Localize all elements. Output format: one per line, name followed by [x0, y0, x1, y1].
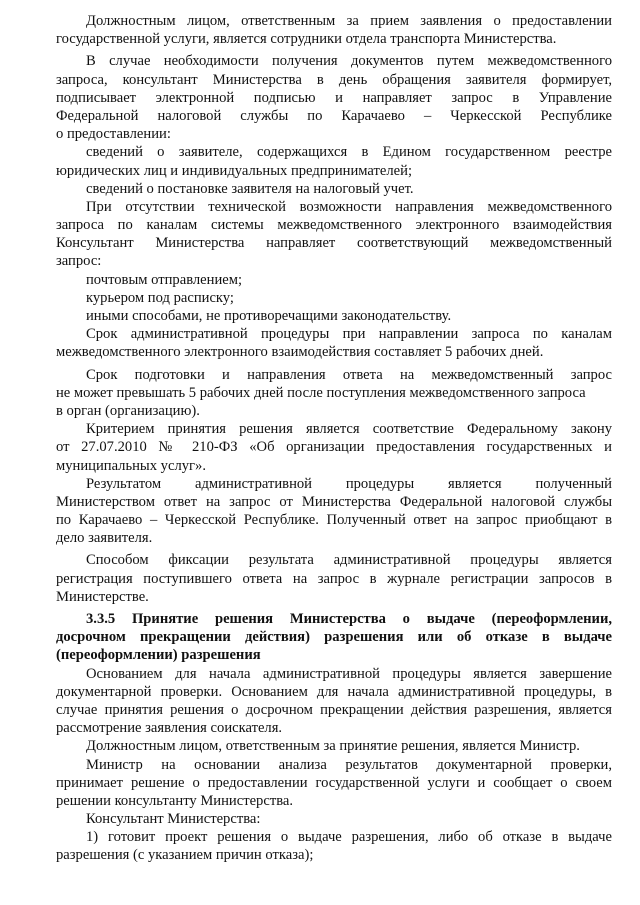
paragraph-line: Способом фиксации результата административной процедуры является — [86, 552, 612, 569]
paragraph-line: в орган (организацию). — [56, 402, 200, 419]
paragraph-line: случае принятия решения о досрочном прекращении действия разрешения, является — [56, 701, 612, 718]
paragraph-line: дело заявителя. — [56, 530, 153, 547]
paragraph-line: запроса, консультант Министерства в день обращения заявителя формирует, — [56, 71, 612, 88]
section-heading: досрочном прекращении действия) разрешения или об отказе в выдаче — [56, 629, 612, 646]
paragraph-line: муниципальных услуг». — [56, 457, 206, 474]
paragraph-line: запрос: — [56, 253, 102, 270]
paragraph-line: В случае необходимости получения документов путем межведомственного — [86, 53, 612, 70]
paragraph-line: решении консультанту Министерства. — [56, 792, 294, 809]
paragraph-line: о предоставлении: — [56, 126, 171, 143]
paragraph-line: сведений о постановке заявителя на налоговый учет. — [86, 180, 414, 197]
paragraph-line: рассмотрение заявления соискателя. — [56, 720, 283, 737]
paragraph-line: регистрация поступившего ответа на запрос в журнале регистрации запросов в — [56, 570, 612, 587]
section-heading: (переоформлении) разрешения — [56, 647, 261, 664]
list-item: почтовым отправлением; — [86, 271, 243, 288]
document-page — [56, 12, 612, 865]
paragraph-line: от 27.07.2010 № 210-ФЗ «Об организации предоставления государственных и — [56, 439, 612, 456]
list-item: разрешения (с указанием причин отказа); — [56, 847, 314, 864]
paragraph-line: государственной услуги, является сотрудники отдела транспорта Министерства. — [56, 31, 557, 48]
paragraph-line: не может превышать 5 рабочих дней после поступления межведомственного запроса — [56, 384, 586, 401]
paragraph-line: Министр на основании анализа результатов документарной проверки, — [86, 756, 612, 773]
paragraph-line: Консультант Министерства: — [86, 811, 261, 828]
paragraph-line: подписывает электронной подписью и направляет запрос в Управление — [56, 89, 612, 106]
paragraph-line: Должностным лицом, ответственным за принятие решения, является Министр. — [86, 738, 580, 755]
paragraph-line: Критерием принятия решения является соответствие Федеральному закону — [86, 421, 612, 438]
paragraph-line: Должностным лицом, ответственным за прием заявления о предоставлении — [86, 13, 612, 29]
paragraph-line: принимает решение о предоставлении государственной услуги и сообщает о своем — [56, 774, 612, 791]
paragraph-line: межведомственного электронного взаимодействия составляет 5 рабочих дней. — [56, 344, 544, 361]
paragraph-line: Основанием для начала административной процедуры является завершение — [86, 665, 612, 682]
section-heading: 3.3.5 Принятие решения Министерства о выдаче (переоформлении, — [86, 611, 612, 627]
paragraph-line: Федеральной налоговой службы по Карачаево – Черкесской Республике — [56, 107, 612, 124]
paragraph-line: Срок подготовки и направления ответа на межведомственный запрос — [86, 366, 612, 383]
list-item: 1) готовит проект решения о выдаче разрешения, либо об отказе в выдаче — [86, 829, 612, 846]
paragraph-line: Консультант Министерства направляет соответствующий межведомственный — [56, 235, 612, 252]
paragraph-line: запроса по каналам системы межведомственного электронного взаимодействия — [56, 217, 612, 234]
paragraph-line: юридических лиц и индивидуальных предпринимателей; — [56, 162, 413, 179]
list-item: курьером под расписку; — [86, 289, 234, 306]
paragraph-line: Министерством ответ на запрос от Министерства Федеральной налоговой службы — [56, 493, 612, 510]
paragraph-line: Министерстве. — [56, 588, 149, 605]
paragraph-line: сведений о заявителе, содержащихся в Едином государственном реестре — [86, 144, 612, 161]
paragraph-line: Срок административной процедуры при направлении запроса по каналам — [86, 326, 612, 343]
paragraph-line: При отсутствии технической возможности направления межведомственного — [86, 198, 612, 215]
paragraph-line: Результатом административной процедуры является полученный — [86, 475, 612, 492]
list-item: иными способами, не противоречащими законодательству. — [86, 308, 452, 324]
paragraph-line: документарной проверки. Основанием для начала административной процедуры, в — [56, 683, 612, 700]
paragraph-line: по Карачаево – Черкесской Республике. Полученный ответ на запрос приобщают в — [56, 512, 612, 529]
